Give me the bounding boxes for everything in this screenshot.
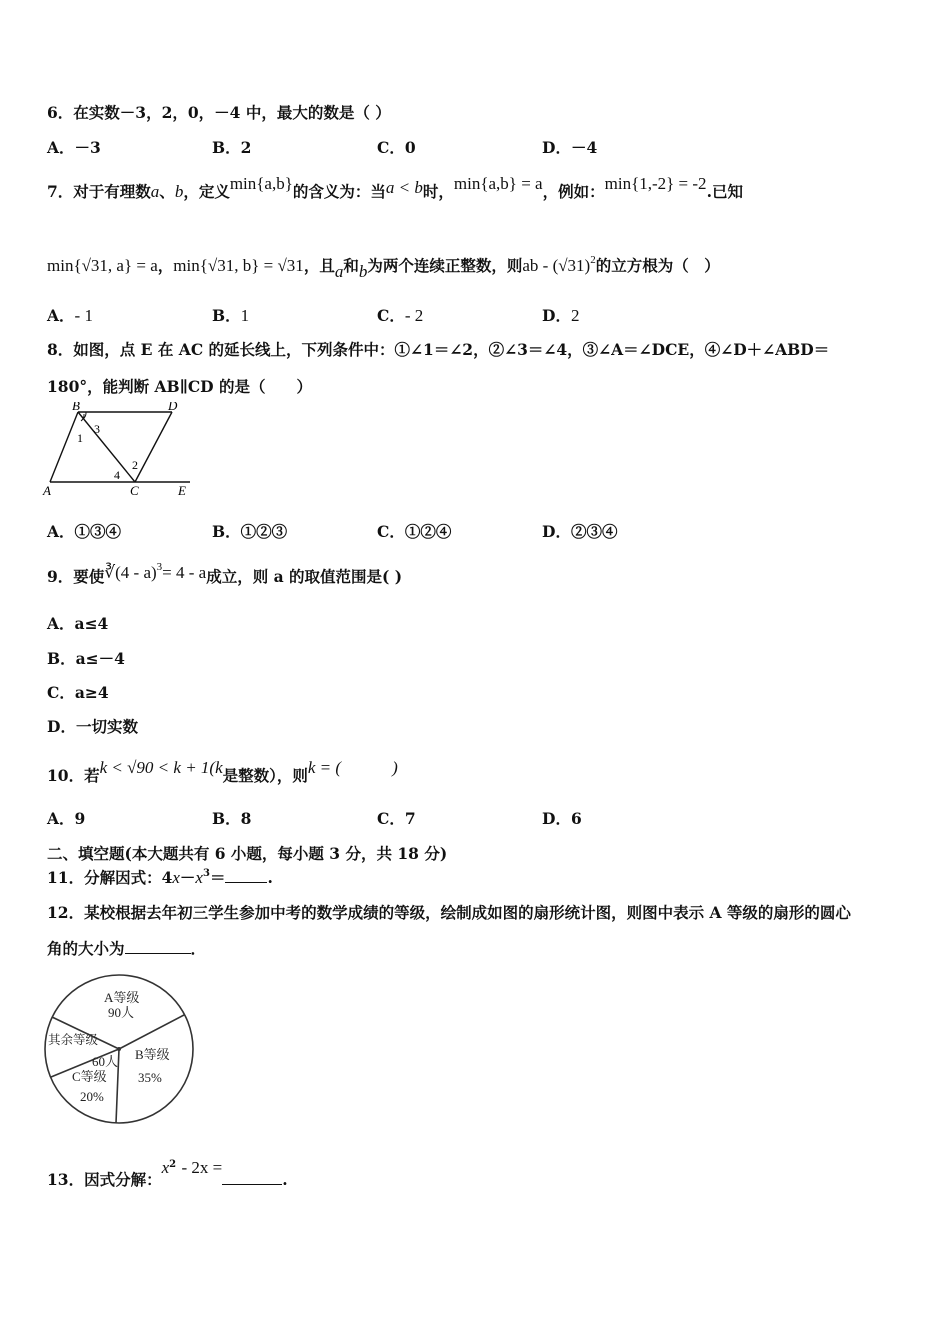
label-b: B bbox=[72, 402, 80, 413]
q9-option-b: B．a≤－4 bbox=[47, 649, 125, 668]
q6-option-c: C．0 bbox=[377, 138, 416, 157]
q7-option-a: A．- 1 bbox=[47, 306, 93, 325]
label-c: C bbox=[130, 483, 139, 498]
q10-option-d: D．6 bbox=[542, 809, 582, 828]
slice-b-pct: 35% bbox=[138, 1070, 162, 1085]
q7-option-b: B．1 bbox=[212, 306, 250, 325]
answer-blank[interactable] bbox=[222, 1184, 282, 1185]
label-a: A bbox=[43, 483, 51, 498]
q9-option-a: A．a≤4 bbox=[47, 614, 109, 633]
angle-label-2: 2 bbox=[132, 458, 138, 472]
q6-option-b: B．2 bbox=[212, 138, 252, 157]
slice-a-count: 90人 bbox=[108, 1005, 135, 1020]
q10-option-b: B．8 bbox=[212, 809, 252, 828]
q9-stem: 9．要使∛(4 - a)$^3$= 4 - a成立，则 a 的取值范围是( ) bbox=[47, 561, 403, 586]
q8-option-c: C．①②④ bbox=[377, 522, 452, 541]
q11-stem: 11．分解因式：$4x-x^3=$ . bbox=[47, 868, 273, 887]
angle-label-1: 1 bbox=[77, 431, 83, 445]
label-d: D bbox=[168, 402, 178, 413]
section-title: 二、填空题(本大题共有 6 小题，每小题 3 分，共 18 分) bbox=[47, 844, 448, 863]
answer-blank[interactable] bbox=[225, 882, 267, 883]
q6-option-a: A．－3 bbox=[47, 138, 101, 157]
q8-option-d: D．②③④ bbox=[542, 522, 618, 541]
slice-c-name: C等级 bbox=[72, 1069, 107, 1084]
q12-pie-chart bbox=[42, 972, 196, 1126]
q10-stem: 10．若k < √90 < k + 1(k是整数），则k = ( ) bbox=[47, 758, 398, 785]
q13-stem: 13．因式分解：$x^2 - 2x$ =. bbox=[47, 1158, 288, 1189]
angle-label-4: 4 bbox=[114, 468, 120, 482]
segment-dc bbox=[135, 412, 172, 482]
q7-line1: 7．对于有理数a、b，定义min{a,b}的含义为：当a < b时，min{a,b} = a，例如：min{1,-2} = -2.已知 bbox=[47, 174, 743, 201]
slice-b-name: B等级 bbox=[135, 1047, 170, 1062]
q9-option-c: C．a≥4 bbox=[47, 683, 109, 702]
segment-bc bbox=[78, 412, 135, 482]
q12-line1: 12．某校根据去年初三学生参加中考的数学成绩的等级，绘制成如图的扇形统计图，则图中表示 A 等级的扇形的圆心 bbox=[47, 903, 851, 922]
label-e: E bbox=[178, 483, 186, 498]
slice-c-pct: 20% bbox=[80, 1089, 104, 1104]
q10-option-a: A．9 bbox=[47, 809, 86, 828]
q8-option-a: A．①③④ bbox=[47, 522, 122, 541]
q7-option-d: D．2 bbox=[542, 306, 580, 325]
q6-option-d: D．－4 bbox=[542, 138, 598, 157]
slice-a-name: A等级 bbox=[104, 990, 140, 1005]
q8-figure bbox=[40, 402, 200, 502]
angle-label-3: 3 bbox=[94, 422, 100, 436]
slice-other-count: 60人 bbox=[92, 1054, 119, 1069]
answer-blank[interactable] bbox=[125, 953, 191, 954]
q8-line2: 180°，能判断 AB∥CD 的是（ ） bbox=[47, 377, 313, 396]
q9-option-d: D．一切实数 bbox=[47, 717, 138, 736]
q12-line2: 角的大小为 ． bbox=[47, 939, 207, 958]
q8-option-b: B．①②③ bbox=[212, 522, 288, 541]
q7-option-c: C．- 2 bbox=[377, 306, 424, 325]
q6-stem: 6．在实数－3，2，0，－4 中，最大的数是（ ） bbox=[47, 103, 391, 122]
segment-ab bbox=[50, 412, 78, 482]
slice-other-name: 其余等级 bbox=[48, 1033, 99, 1047]
q7-line2: min{√31, a} = a，min{√31, b} = √31，且a和b为两个连续正整数，则ab - $(√31)^2$的立方根为（ ） bbox=[47, 254, 720, 281]
q8-line1: 8．如图，点 E 在 AC 的延长线上，下列条件中：①∠1＝∠2，②∠3＝∠4，③∠A＝∠DCE，④∠D＋∠ABD＝ bbox=[47, 340, 830, 359]
q10-option-c: C．7 bbox=[377, 809, 416, 828]
